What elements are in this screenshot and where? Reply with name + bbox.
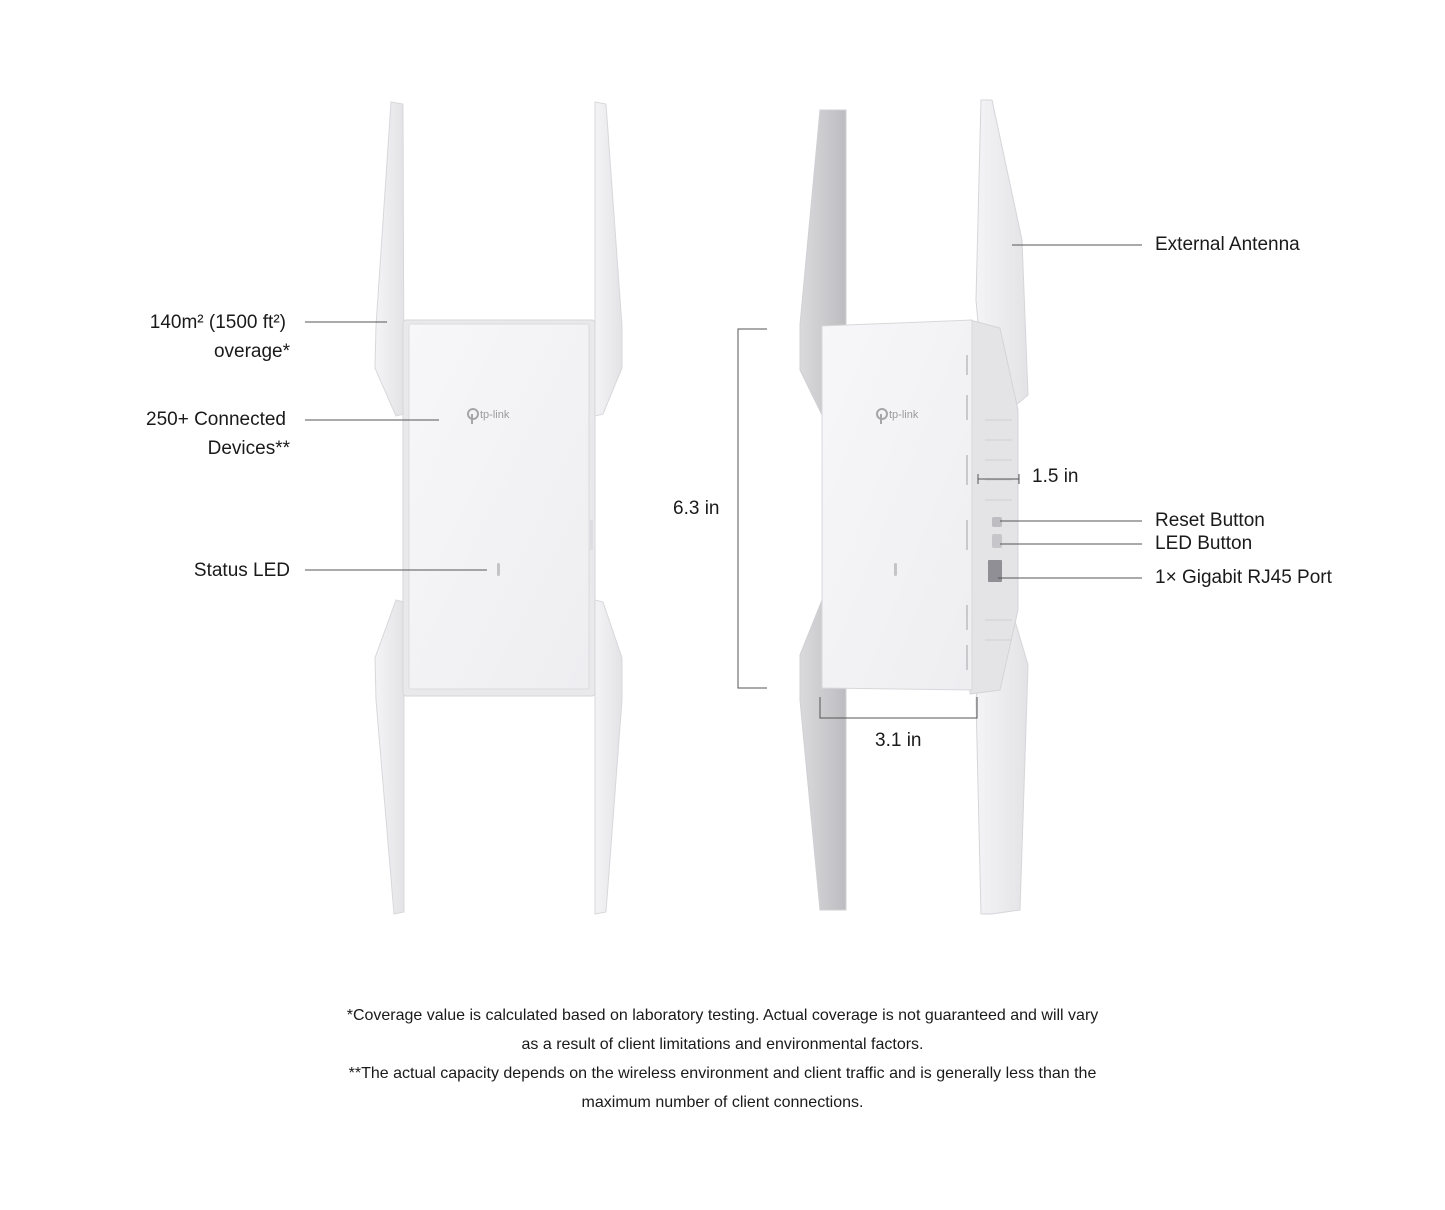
angled-view xyxy=(800,100,1028,914)
front-body-face xyxy=(409,324,589,689)
front-antenna-bottom-right xyxy=(595,600,622,914)
led-button-hole xyxy=(992,534,1002,548)
depth-dimension-label: 1.5 in xyxy=(1032,466,1079,487)
footnote-line: as a result of client limitations and environmental factors. xyxy=(521,1036,924,1053)
front-view xyxy=(375,102,622,914)
height-dimension-label: 6.3 in xyxy=(673,498,720,519)
coverage-label-line2: overage* xyxy=(213,341,290,362)
footnote-line: **The actual capacity depends on the wireless environment and client traffic and is generally less than the xyxy=(348,1065,1097,1082)
footnote-line: maximum number of client connections. xyxy=(581,1094,864,1111)
led-button-label: LED Button xyxy=(1155,533,1253,554)
svg-text:tp-link: tp-link xyxy=(480,409,510,421)
front-antenna-bottom-left xyxy=(375,600,404,914)
side-status-led xyxy=(894,563,897,576)
side-body-depth xyxy=(970,320,1018,694)
devices-label-line2: Devices** xyxy=(207,438,290,459)
status-led xyxy=(497,563,500,576)
front-antenna-top-right xyxy=(595,102,622,416)
coverage-label-line1: 140m² (1500 ft²) xyxy=(149,312,286,333)
footnotes xyxy=(0,1001,1445,1117)
rj45-port-label: 1× Gigabit RJ45 Port xyxy=(1155,567,1332,588)
external-antenna-label: External Antenna xyxy=(1155,234,1300,255)
footnote-line: *Coverage value is calculated based on laboratory testing. Actual coverage is not guaranteed and will vary xyxy=(346,1007,1099,1024)
width-dimension-label: 3.1 in xyxy=(875,730,922,751)
devices-label-line1: 250+ Connected xyxy=(146,409,286,430)
side-body-face xyxy=(822,320,972,690)
reset-button-hole xyxy=(992,517,1002,527)
status-led-label: Status LED xyxy=(193,560,290,581)
reset-button-label: Reset Button xyxy=(1155,510,1265,531)
rj45-port-hole xyxy=(988,560,1002,582)
svg-text:tp-link: tp-link xyxy=(889,409,919,421)
front-antenna-top-left xyxy=(375,102,404,416)
